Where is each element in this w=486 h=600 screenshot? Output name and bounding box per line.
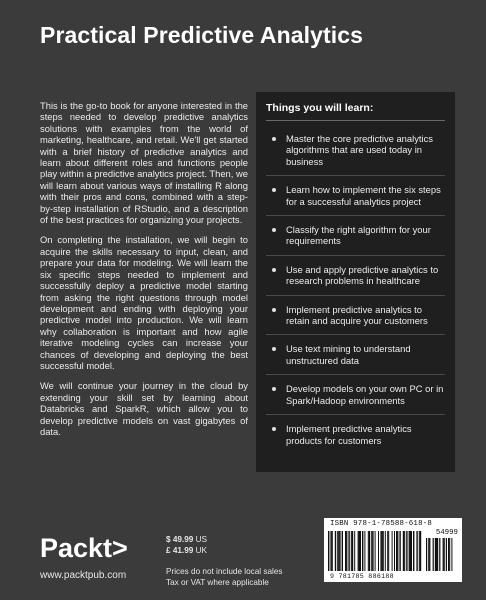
barcode-bar [394, 531, 395, 571]
price-uk [166, 546, 207, 557]
list-item [266, 423, 445, 454]
learning-outcomes-heading: Things you will learn: [266, 102, 445, 121]
barcode-addon-bar [428, 538, 429, 571]
list-item-text: Implement predictive analytics to retain and acquire your customers [286, 303, 428, 327]
barcode-addon-bar [439, 538, 440, 571]
barcode-bar [399, 531, 400, 571]
barcode [324, 518, 462, 582]
barcode-addon-bar [444, 538, 445, 571]
barcode-bar [338, 531, 339, 571]
barcode-bar [352, 531, 353, 571]
barcode-bar [413, 531, 414, 571]
barcode-bar [330, 531, 331, 571]
list-item-text: Use and apply predictive analytics to research problems in healthcare [286, 263, 439, 287]
barcode-bar [335, 531, 336, 571]
list-item [266, 224, 445, 256]
barcode-bar [359, 531, 360, 571]
barcode-bar [348, 531, 349, 571]
barcode-bar [397, 531, 398, 571]
barcode-bar [382, 531, 383, 571]
disclaimer-line-2: Tax or VAT where applicable [166, 577, 269, 587]
list-item [266, 264, 445, 296]
list-item [266, 133, 445, 176]
list-item-text: Implement predictive analytics products for customers [286, 423, 412, 446]
disclaimer-line-1: Prices do not include local sales [166, 567, 283, 576]
price-block [166, 535, 207, 556]
barcode-bar [378, 531, 379, 571]
list-item-text: Master the core predictive analytics algorithms that are used today in business [286, 133, 433, 167]
barcode-addon-bar [443, 538, 444, 571]
barcode-bar [372, 531, 373, 571]
barcode-bar [368, 531, 369, 571]
barcode-bar [331, 531, 332, 571]
description-paragraph-1: This is the go-to book for anyone interested in the steps needed to develop predictive analytics solutions with examples from the world of marketing, healthcare, and retail. We'll get started with a brief history of predictive analytics and learn about different roles and functions people play within a predictive analytics project. Then, we will learn about various ways of installing R along with their pros and cons, combined with a step-by-step installation of RStudio, and a description of the best practices for organizing your projects. [40, 100, 248, 226]
barcode-addon-bar [435, 538, 436, 571]
barcode-bar [362, 531, 363, 571]
barcode-bar [340, 531, 341, 571]
barcode-bar [420, 531, 421, 571]
barcode-addon: 54999 [435, 529, 458, 537]
barcode-bar [416, 531, 417, 571]
description-paragraph-3: We will continue your journey in the cloud by extending your skill set by learning about Databricks and SparkR, which allow you to develop predictive models on vast gigabytes of data. [40, 380, 248, 437]
list-item [266, 343, 445, 375]
barcode-bar [411, 531, 412, 571]
barcode-bar [381, 531, 382, 571]
barcode-bar [388, 531, 389, 571]
list-item-text: Classify the right algorithm for your requirements [286, 224, 431, 247]
learning-outcomes-box [256, 92, 455, 472]
barcode-bar [375, 531, 376, 571]
barcode-bar [409, 531, 410, 571]
barcode-addon-bar [433, 538, 434, 571]
bullet-icon [272, 228, 276, 232]
bullet-icon [272, 188, 276, 192]
barcode-bar [346, 531, 347, 571]
barcode-bar [404, 531, 405, 571]
barcode-addon-bar [437, 538, 438, 571]
barcode-bar [328, 531, 329, 571]
description-paragraph-2: On completing the installation, we will begin to acquire the skills necessary to input, clean, and prepare your data for modeling. We will learn the six specific steps needed to implement and successfully deploy a predictive model starting from asking the right questions through model development and ending with deploying your predictive model into production. We will learn why collaboration is important and how agile iterative modeling cycles can increase your chances of developing and deploying the best successful model. [40, 234, 248, 371]
price-disclaimer [166, 567, 283, 588]
barcode-addon-bar [446, 538, 447, 571]
list-item-text: Learn how to implement the six steps for a successful analytics project [286, 184, 441, 207]
book-description [40, 100, 248, 446]
barcode-bar [354, 531, 355, 571]
barcode-addon-bar [436, 538, 437, 571]
packt-logo [40, 533, 136, 565]
barcode-bar [358, 531, 359, 571]
bullet-icon [272, 137, 276, 141]
bullet-icon [272, 387, 276, 391]
bullet-icon [272, 268, 276, 272]
barcode-bar [419, 531, 420, 571]
bullet-icon [272, 308, 276, 312]
price-uk-label: UK [195, 545, 207, 555]
barcode-addon-bar [448, 538, 449, 571]
price-us-value: $ 49.99 [166, 535, 194, 544]
barcode-addon-bar [426, 538, 427, 571]
book-title: Practical Predictive Analytics [40, 22, 364, 48]
list-item [266, 184, 445, 216]
barcode-bar [369, 531, 370, 571]
barcode-bar [410, 531, 411, 571]
list-item [266, 383, 445, 415]
learning-outcomes-list [266, 133, 445, 454]
list-item-text: Develop models on your own PC or in Spark/Hadoop environments [286, 383, 444, 406]
barcode-bars [328, 528, 458, 574]
barcode-bar [371, 531, 372, 571]
bullet-icon [272, 347, 276, 351]
barcode-bar [360, 531, 361, 571]
barcode-bar [396, 531, 397, 571]
barcode-bar [387, 531, 388, 571]
barcode-bar [345, 531, 346, 571]
barcode-digits: 9 781785 886188 [330, 573, 394, 580]
barcode-addon-bar [451, 538, 452, 571]
isbn-label: ISBN 978-1-78588-618-8 [330, 520, 432, 528]
barcode-bar [364, 531, 365, 571]
barcode-bar [403, 531, 404, 571]
barcode-bar [385, 531, 386, 571]
barcode-bar [337, 531, 338, 571]
list-item-text: Use text mining to understand unstructured data [286, 343, 411, 366]
price-us [166, 535, 207, 546]
barcode-bar [392, 531, 393, 571]
price-uk-value: £ 41.99 [166, 545, 194, 555]
barcode-addon-bar [429, 538, 430, 571]
barcode-bar [342, 531, 343, 571]
publisher-website: www.packtpub.com [40, 570, 127, 581]
packt-logo-text: Packt> [40, 533, 128, 563]
barcode-bar [351, 531, 352, 571]
barcode-addon-bar [449, 538, 450, 571]
barcode-bar [380, 531, 381, 571]
list-item [266, 304, 445, 336]
bullet-icon [272, 427, 276, 431]
price-us-label: US [195, 535, 207, 544]
barcode-bar [406, 531, 407, 571]
